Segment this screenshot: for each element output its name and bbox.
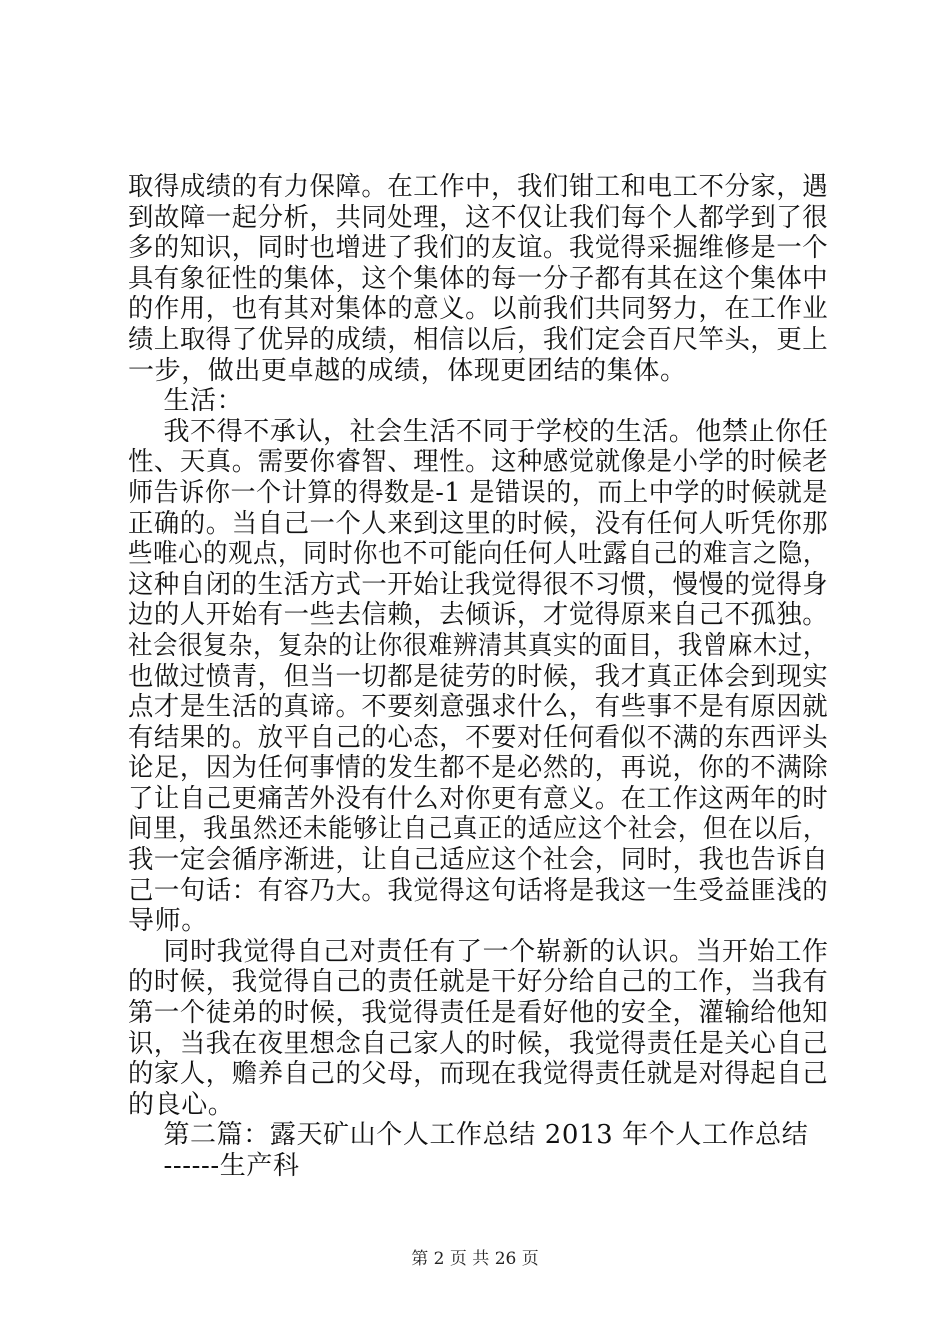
text-line: 的作用，也有其对集体的意义。以前我们共同努力，在工作业 [128,294,829,325]
text-line: 同时我觉得自己对责任有了一个崭新的认识。当开始工作 [128,936,829,967]
text-line: 取得成绩的有力保障。在工作中，我们钳工和电工不分家，遇 [128,172,829,202]
text-line: 生活： [128,386,244,417]
page-footer: 第 2 页 共 26 页 [411,1249,539,1269]
text-line: 也做过愤青，但当一切都是徒劳的时候，我才真正体会到现实 [128,661,829,692]
text-line: 具有象征性的集体，这个集体的每一分子都有其在这个集体中 [128,263,829,294]
text-line: 性、天真。需要你睿智、理性。这种感觉就像是小学的时候老 [128,447,829,478]
text-line: 社会很复杂，复杂的让你很难辨清其真实的面目，我曾麻木过， [128,630,828,661]
document-body [128,172,828,1182]
text-line: 边的人开始有一些去信赖，去倾诉，才觉得原来自己不孤独。 [128,600,829,631]
text-line: 我不得不承认，社会生活不同于学校的生活。他禁止你任 [128,416,829,447]
text-line: 我一定会循序渐进，让自己适应这个社会，同时，我也告诉自 [128,845,829,876]
text-line: 多的知识，同时也增进了我们的友谊。我觉得采掘维修是一个 [128,233,829,264]
text-line: 第二篇：露天矿山个人工作总结 2013 年个人工作总结 [128,1120,809,1151]
text-line: 了让自己更痛苦外没有什么对你更有意义。在工作这两年的时 [128,783,829,814]
text-line: 识，当我在夜里想念自己家人的时候，我觉得责任是关心自己 [128,1028,829,1059]
text-line: 正确的。当自己一个人来到这里的时候，没有任何人听凭你那 [128,508,829,539]
text-line: 导师。 [128,906,208,937]
text-line: 师告诉你一个计算的得数是-1 是错误的，而上中学的时候就是 [128,477,828,508]
text-line: 间里，我虽然还未能够让自己真正的适应这个社会，但在以后， [128,814,828,845]
text-line: 绩上取得了优异的成绩，相信以后，我们定会百尺竿头，更上 [128,324,829,355]
text-line: 到故障一起分析，共同处理，这不仅让我们每个人都学到了很 [128,202,829,233]
text-line: ------生产科 [128,1151,300,1181]
text-line: 有结果的。放平自己的心态，不要对任何看似不满的东西评头 [128,722,829,753]
text-line: 的家人，赡养自己的父母，而现在我觉得责任就是对得起自己 [128,1059,829,1090]
text-line: 论足，因为任何事情的发生都不是必然的，再说，你的不满除 [128,753,829,784]
text-line: 的时候，我觉得自己的责任就是干好分给自己的工作，当我有 [128,967,829,998]
text-line: 己一句话：有容乃大。我觉得这句话将是我这一生受益匪浅的 [128,875,829,906]
text-line: 这种自闭的生活方式一开始让我觉得很不习惯，慢慢的觉得身 [128,569,829,600]
text-line: 的良心。 [128,1089,235,1120]
text-line: 第一个徒弟的时候，我觉得责任是看好他的安全，灌输给他知 [128,998,829,1029]
text-line: 点才是生活的真谛。不要刻意强求什么，有些事不是有原因就 [128,692,829,723]
text-line: 一步，做出更卓越的成绩，体现更团结的集体。 [128,355,687,386]
text-line: 些唯心的观点，同时你也不可能向任何人吐露自己的难言之隐， [128,539,828,570]
